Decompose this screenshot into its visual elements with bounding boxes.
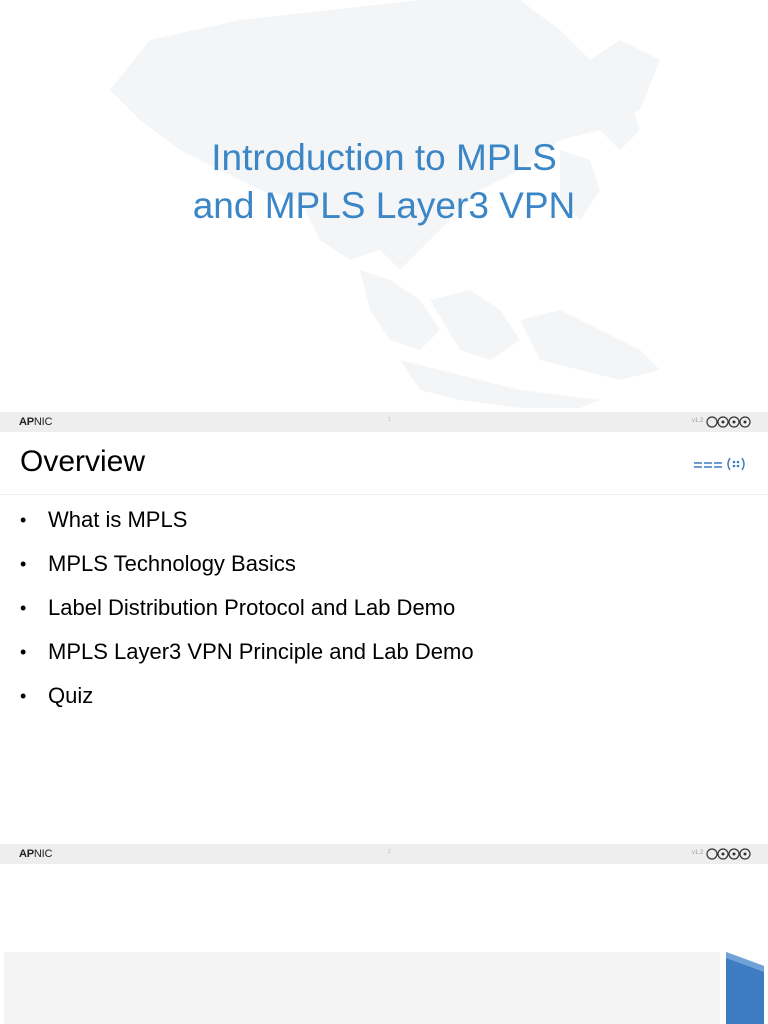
next-slide-preview (0, 864, 768, 1024)
apnic-logo: APNIC (19, 416, 53, 428)
slide-heading: Overview (20, 445, 146, 478)
bullet-icon: • (20, 554, 27, 574)
bullet-icon: • (20, 686, 27, 706)
list-item: • Label Distribution Protocol and Lab Demo (20, 586, 474, 630)
slide-header (0, 432, 768, 495)
corner-accent-shape (726, 952, 764, 1024)
version-label: v1.2 (692, 418, 704, 424)
overview-list (20, 498, 474, 718)
title-slide (0, 0, 768, 432)
creative-commons-icon (706, 416, 752, 428)
page-number: 2 (388, 849, 391, 855)
slide-footer (0, 412, 768, 432)
apnic-header-icon (692, 454, 748, 474)
page-number: 1 (388, 417, 391, 423)
list-item: • Quiz (20, 674, 474, 718)
creative-commons-icon (706, 848, 752, 860)
overview-slide (0, 432, 768, 864)
title-line-2: and MPLS Layer3 VPN (192, 185, 576, 226)
list-item: • What is MPLS (20, 498, 474, 542)
bullet-icon: • (20, 510, 27, 530)
bullet-icon: • (20, 598, 27, 618)
title-line-1: Introduction to MPLS (211, 137, 557, 178)
list-item: • MPLS Technology Basics (20, 542, 474, 586)
slide-title (0, 134, 768, 230)
slide-footer (0, 844, 768, 864)
apnic-logo: APNIC (19, 848, 53, 860)
next-slide-panel (4, 952, 720, 1024)
version-label: v1.2 (692, 850, 704, 856)
bullet-icon: • (20, 642, 27, 662)
list-item: • MPLS Layer3 VPN Principle and Lab Demo (20, 630, 474, 674)
